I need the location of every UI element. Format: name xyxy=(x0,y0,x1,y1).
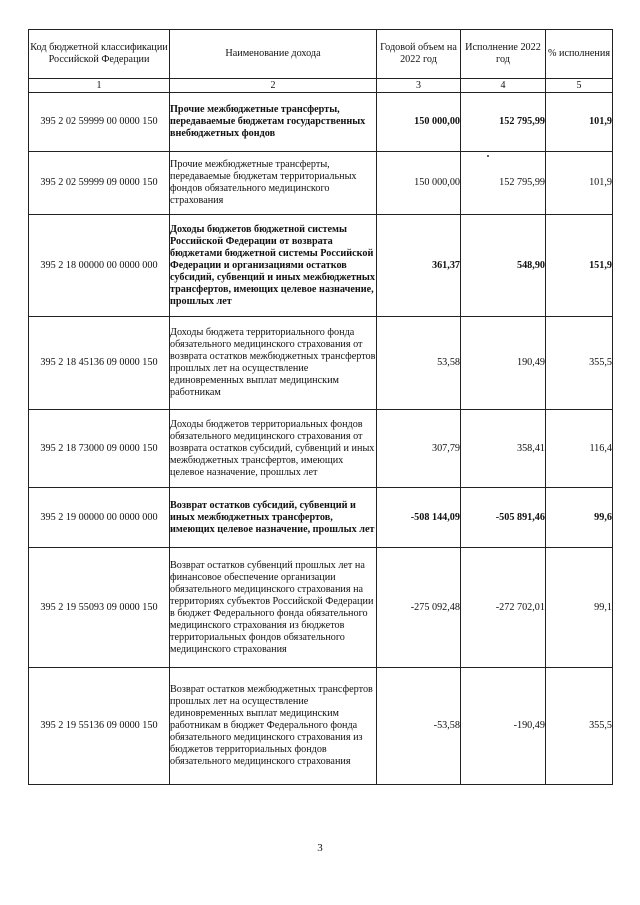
header-pct: % исполнения xyxy=(546,30,613,79)
row-plan: 150 000,00 xyxy=(377,93,461,152)
row-pct: 101,9 xyxy=(546,93,613,152)
row-code: 395 2 02 59999 00 0000 150 xyxy=(29,93,170,152)
row-code: 395 2 02 59999 09 0000 150 xyxy=(29,152,170,215)
table-row xyxy=(29,152,613,215)
header-name: Наименование дохода xyxy=(170,30,377,79)
row-plan: 307,79 xyxy=(377,410,461,488)
header-row xyxy=(29,30,613,79)
table-row xyxy=(29,668,613,785)
row-exec: -272 702,01 xyxy=(461,548,546,668)
row-plan: -53,58 xyxy=(377,668,461,785)
row-code: 395 2 18 00000 00 0000 000 xyxy=(29,215,170,317)
row-name: Прочие межбюджетные трансферты, передаваемые бюджетам государственных внебюджетных фондов xyxy=(170,93,377,152)
row-name: Прочие межбюджетные трансферты, передаваемые бюджетам территориальных фондов обязательного медицинского страхования xyxy=(170,152,377,215)
page-number: 3 xyxy=(317,842,323,854)
row-code: 395 2 19 55136 09 0000 150 xyxy=(29,668,170,785)
header-plan: Годовой объем на 2022 год xyxy=(377,30,461,79)
row-name: Возврат остатков субсидий, субвенций и иных межбюджетных трансфертов, имеющих целевое назначение, прошлых лет xyxy=(170,488,377,548)
column-number: 5 xyxy=(546,79,613,93)
table-row xyxy=(29,317,613,410)
row-exec: -190,49 xyxy=(461,668,546,785)
row-name: Доходы бюджетов территориальных фондов обязательного медицинского страхования от возврата остатков субсидий, субвенций и иных межбюджетных трансфертов, имеющих целевое назначение, прошлых лет xyxy=(170,410,377,488)
row-code: 395 2 18 73000 09 0000 150 xyxy=(29,410,170,488)
table-row xyxy=(29,215,613,317)
table-row xyxy=(29,548,613,668)
column-number-row xyxy=(29,79,613,93)
row-exec: 358,41 xyxy=(461,410,546,488)
column-number: 3 xyxy=(377,79,461,93)
row-name: Возврат остатков субвенций прошлых лет на финансовое обеспечение организации обязательного медицинского страхования на территориях субъектов Российской Федерации в бюджет Федерального фонда обязательного медицинского страхования из бюджетов территориальных фондов обязательного медицинского страхования xyxy=(170,548,377,668)
column-number: 1 xyxy=(29,79,170,93)
table-row xyxy=(29,93,613,152)
row-pct: 355,5 xyxy=(546,668,613,785)
row-code: 395 2 19 55093 09 0000 150 xyxy=(29,548,170,668)
row-code: 395 2 18 45136 09 0000 150 xyxy=(29,317,170,410)
row-pct: 355,5 xyxy=(546,317,613,410)
table-row xyxy=(29,488,613,548)
row-plan: 53,58 xyxy=(377,317,461,410)
column-number: 2 xyxy=(170,79,377,93)
row-pct: 116,4 xyxy=(546,410,613,488)
header-code: Код бюджетной классификации Российской Федерации xyxy=(29,30,170,79)
row-exec: 152 795,99 xyxy=(461,93,546,152)
header-exec: Исполнение 2022 год xyxy=(461,30,546,79)
scan-speck xyxy=(487,155,489,157)
row-name: Доходы бюджетов бюджетной системы Российской Федерации от возврата бюджетами бюджетной системы Российской Федерации и организациями остатков субсидий, субвенций и иных межбюджетных трансфертов, имеющих целевое назначение, прошлых лет xyxy=(170,215,377,317)
column-number: 4 xyxy=(461,79,546,93)
row-plan: -508 144,09 xyxy=(377,488,461,548)
row-pct: 101,9 xyxy=(546,152,613,215)
row-plan: 361,37 xyxy=(377,215,461,317)
row-exec: 152 795,99 xyxy=(461,152,546,215)
row-pct: 99,6 xyxy=(546,488,613,548)
row-exec: 548,90 xyxy=(461,215,546,317)
row-exec: -505 891,46 xyxy=(461,488,546,548)
row-exec: 190,49 xyxy=(461,317,546,410)
row-plan: -275 092,48 xyxy=(377,548,461,668)
table-row xyxy=(29,410,613,488)
row-pct: 99,1 xyxy=(546,548,613,668)
revenue-table xyxy=(28,29,613,785)
row-code: 395 2 19 00000 00 0000 000 xyxy=(29,488,170,548)
row-pct: 151,9 xyxy=(546,215,613,317)
row-name: Возврат остатков межбюджетных трансфертов прошлых лет на осуществление единовременных выплат медицинским работникам в бюджет Федерального фонда обязательного медицинского страхования из бюджетов территориальных фондов обязательного медицинского страхования xyxy=(170,668,377,785)
row-name: Доходы бюджета территориального фонда обязательного медицинского страхования от возврата остатков межбюджетных трансфертов прошлых лет на осуществление единовременных выплат медицинским работникам xyxy=(170,317,377,410)
row-plan: 150 000,00 xyxy=(377,152,461,215)
